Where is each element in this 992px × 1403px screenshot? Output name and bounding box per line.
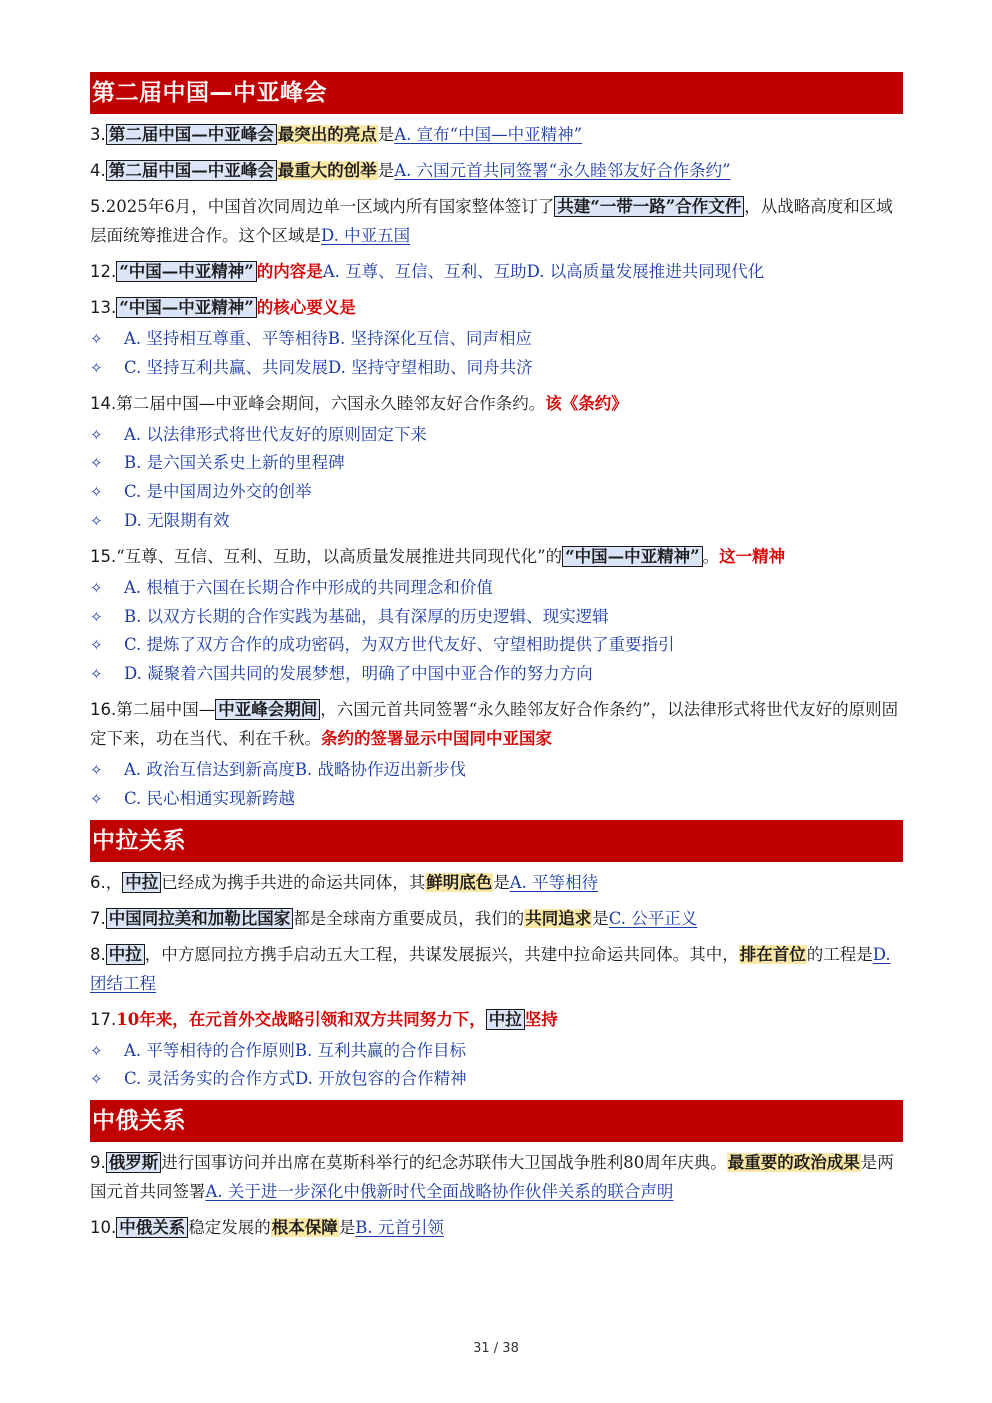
diamond-star-icon: ✧ [90, 607, 103, 626]
option-list [90, 421, 903, 536]
question-number: 5. [90, 197, 106, 216]
option-item [90, 631, 903, 660]
answer-text: A. 六国元首共同签署“永久睦邻友好合作条约” [394, 161, 731, 180]
diamond-star-icon: ✧ [90, 1041, 103, 1060]
red-emphasis: 的核心要义是 [256, 298, 356, 317]
option-text: C. 是中国周边外交的创举 [124, 482, 312, 502]
question-text: 。 [702, 546, 720, 566]
question-number: 3. [90, 125, 106, 144]
option-text: C. 坚持互利共赢、共同发展D. 坚持守望相助、同舟共济 [124, 357, 533, 377]
answer-text: B. 元首引领 [355, 1218, 444, 1238]
question-text: 已经成为携手共进的命运共同体，其 [161, 872, 426, 892]
diamond-star-icon: ✧ [90, 425, 103, 444]
red-emphasis: 条约的签署显示中国同中亚国家 [321, 728, 552, 748]
keyword-box: 第二届中国—中亚峰会 [106, 124, 277, 145]
highlight-text: 最重大的创举 [277, 161, 377, 180]
question-text: 都是全球南方重要成员，我们的 [293, 908, 525, 928]
diamond-star-icon: ✧ [90, 454, 103, 473]
question-8 [90, 940, 903, 998]
option-item [90, 354, 903, 383]
option-text: A. 政治互信达到新高度B. 战略协作迈出新步伐 [124, 759, 467, 779]
keyword-box: 第二届中国—中亚峰会 [106, 160, 277, 181]
question-text: 是 [493, 872, 510, 892]
highlight-text: 最重要的政治成果 [727, 1153, 860, 1173]
option-item [90, 507, 903, 536]
option-list [90, 1037, 903, 1095]
question-text: 是 [377, 161, 395, 180]
highlight-text: 最突出的亮点 [277, 125, 377, 144]
option-text: C. 灵活务实的合作方式D. 开放包容的合作精神 [124, 1069, 467, 1089]
question-number: 16. [90, 699, 117, 719]
page-number: 31 / 38 [473, 1341, 519, 1356]
keyword-box: 中国同拉美和加勒比国家 [106, 908, 294, 929]
question-number: 12. [90, 262, 117, 281]
highlight-text: 排在首位 [739, 944, 806, 964]
diamond-star-icon: ✧ [90, 483, 103, 502]
option-list [90, 756, 903, 814]
question-number: 7. [90, 908, 106, 928]
question-6 [90, 868, 903, 897]
red-emphasis: 的内容是 [256, 262, 323, 281]
question-17 [90, 1005, 903, 1034]
question-text: 是两国元首共同签署 [90, 1153, 894, 1202]
keyword-box: 俄罗斯 [106, 1152, 162, 1173]
answer-text: A. 宣布“中国—中亚精神” [394, 125, 583, 144]
question-text: 是 [377, 125, 395, 144]
answer-text: D. 团结工程 [90, 944, 891, 993]
question-15 [90, 542, 903, 571]
question-7 [90, 904, 903, 933]
question-text: 进行国事访问并出席在莫斯科举行的纪念苏联伟大卫国战争胜利80周年庆典。 [161, 1153, 727, 1173]
option-text: C. 民心相通实现新跨越 [124, 788, 296, 808]
question-9 [90, 1148, 903, 1206]
option-text: D. 无限期有效 [124, 510, 230, 530]
diamond-star-icon: ✧ [90, 330, 103, 348]
keyword-box: “中国—中亚精神” [562, 546, 702, 567]
option-item [90, 449, 903, 478]
diamond-star-icon: ✧ [90, 578, 103, 597]
question-text: 第二届中国—中亚峰会期间，六国永久睦邻友好合作条约。 [116, 393, 546, 413]
highlight-text: 共同追求 [525, 908, 592, 928]
keyword-box: 中俄关系 [116, 1217, 188, 1238]
option-text: A. 平等相待的合作原则B. 互利共赢的合作目标 [124, 1040, 467, 1060]
question-14 [90, 389, 903, 418]
section-header: 第二届中国—中亚峰会 [90, 72, 903, 114]
option-text: C. 提炼了双方合作的成功密码，为双方世代友好、守望相助提供了重要指引 [124, 635, 675, 655]
question-3 [90, 120, 903, 149]
keyword-box: 中拉 [106, 944, 145, 965]
question-text: “互尊、互信、互利、互助，以高质量发展推进共同现代化”的 [116, 546, 563, 566]
diamond-star-icon: ✧ [90, 789, 103, 808]
option-text: B. 是六国关系史上新的里程碑 [124, 453, 345, 473]
question-number: 9. [90, 1153, 106, 1173]
option-item [90, 421, 903, 450]
question-text: 稳定发展的 [188, 1218, 271, 1238]
question-number: 6.， [90, 872, 123, 892]
option-list [90, 574, 903, 689]
question-4 [90, 156, 903, 185]
keyword-box: “中国—中亚精神” [116, 297, 256, 318]
option-item [90, 574, 903, 603]
option-item [90, 660, 903, 689]
question-number: 17. [90, 1009, 117, 1029]
answer-text: A. 平等相待 [509, 872, 599, 892]
option-text: D. 凝聚着六国共同的发展梦想，明确了中国中亚合作的努力方向 [124, 664, 593, 684]
diamond-star-icon: ✧ [90, 511, 103, 530]
question-10 [90, 1213, 903, 1242]
highlight-text: 鲜明底色 [426, 872, 493, 892]
document-page [90, 68, 903, 1249]
option-item [90, 1065, 903, 1094]
option-text: A. 根植于六国在长期合作中形成的共同理念和价值 [124, 577, 493, 597]
question-text: ，中方愿同拉方携手启动五大工程，共谋发展振兴，共建中拉命运共同体。其中， [144, 944, 739, 964]
diamond-star-icon: ✧ [90, 358, 103, 377]
question-text: ，六国元首共同签署“永久睦邻友好合作条约”，以法律形式将世代友好的原则固定下来，功在当代、利在千秋。 [90, 699, 899, 748]
question-text: ，从战略高度和区域层面统筹推进合作。这个区域是 [90, 197, 893, 245]
question-5 [90, 192, 903, 250]
option-list [90, 325, 903, 383]
question-number: 14. [90, 393, 117, 413]
red-emphasis: 10年来，在元首外交战略引领和双方共同努力下， [116, 1009, 486, 1029]
keyword-box: 中亚峰会期间 [215, 699, 320, 720]
question-16 [90, 695, 903, 753]
diamond-star-icon: ✧ [90, 665, 103, 684]
option-item [90, 1037, 903, 1066]
section-header: 中拉关系 [90, 820, 903, 862]
red-emphasis: 该《条约》 [545, 393, 628, 413]
question-text: 是 [592, 908, 609, 928]
diamond-star-icon: ✧ [90, 1070, 103, 1089]
question-text: 第二届中国— [116, 699, 216, 719]
red-emphasis: 坚持 [524, 1009, 558, 1029]
question-12 [90, 257, 903, 286]
diamond-star-icon: ✧ [90, 760, 103, 779]
diamond-star-icon: ✧ [90, 636, 103, 655]
question-number: 8. [90, 944, 106, 964]
answer-text: A. 关于进一步深化中俄新时代全面战略协作伙伴关系的联合声明 [205, 1182, 674, 1202]
question-number: 13. [90, 298, 117, 317]
option-item [90, 325, 903, 354]
keyword-box: 中拉 [122, 872, 161, 893]
answer-text: D. 中亚五国 [321, 226, 411, 245]
question-text: 2025年6月，中国首次同周边单一区域内所有国家整体签订了 [105, 197, 555, 216]
option-text: A. 坚持相互尊重、平等相待B. 坚持深化互信、同声相应 [124, 329, 533, 348]
highlight-text: 根本保障 [271, 1218, 338, 1238]
answer-text: C. 公平正义 [608, 908, 698, 928]
question-13 [90, 293, 903, 322]
section-header: 中俄关系 [90, 1100, 903, 1142]
question-number: 15. [90, 546, 117, 566]
option-text: B. 以双方长期的合作实践为基础，具有深厚的历史逻辑、现实逻辑 [124, 606, 609, 626]
question-text: 的工程是 [806, 944, 873, 964]
answer-text: A. 互尊、互信、互利、互助D. 以高质量发展推进共同现代化 [322, 262, 765, 281]
option-item [90, 756, 903, 785]
option-item [90, 478, 903, 507]
option-item [90, 603, 903, 632]
option-text: A. 以法律形式将世代友好的原则固定下来 [124, 424, 427, 444]
option-item [90, 785, 903, 814]
keyword-box: “中国—中亚精神” [116, 261, 256, 282]
question-number: 10. [90, 1218, 117, 1238]
keyword-box: 中拉 [486, 1009, 525, 1030]
red-emphasis: 这一精神 [719, 546, 786, 566]
keyword-box: 共建“一带一路”合作文件 [554, 196, 744, 217]
question-text: 是 [338, 1218, 356, 1238]
question-number: 4. [90, 161, 106, 180]
